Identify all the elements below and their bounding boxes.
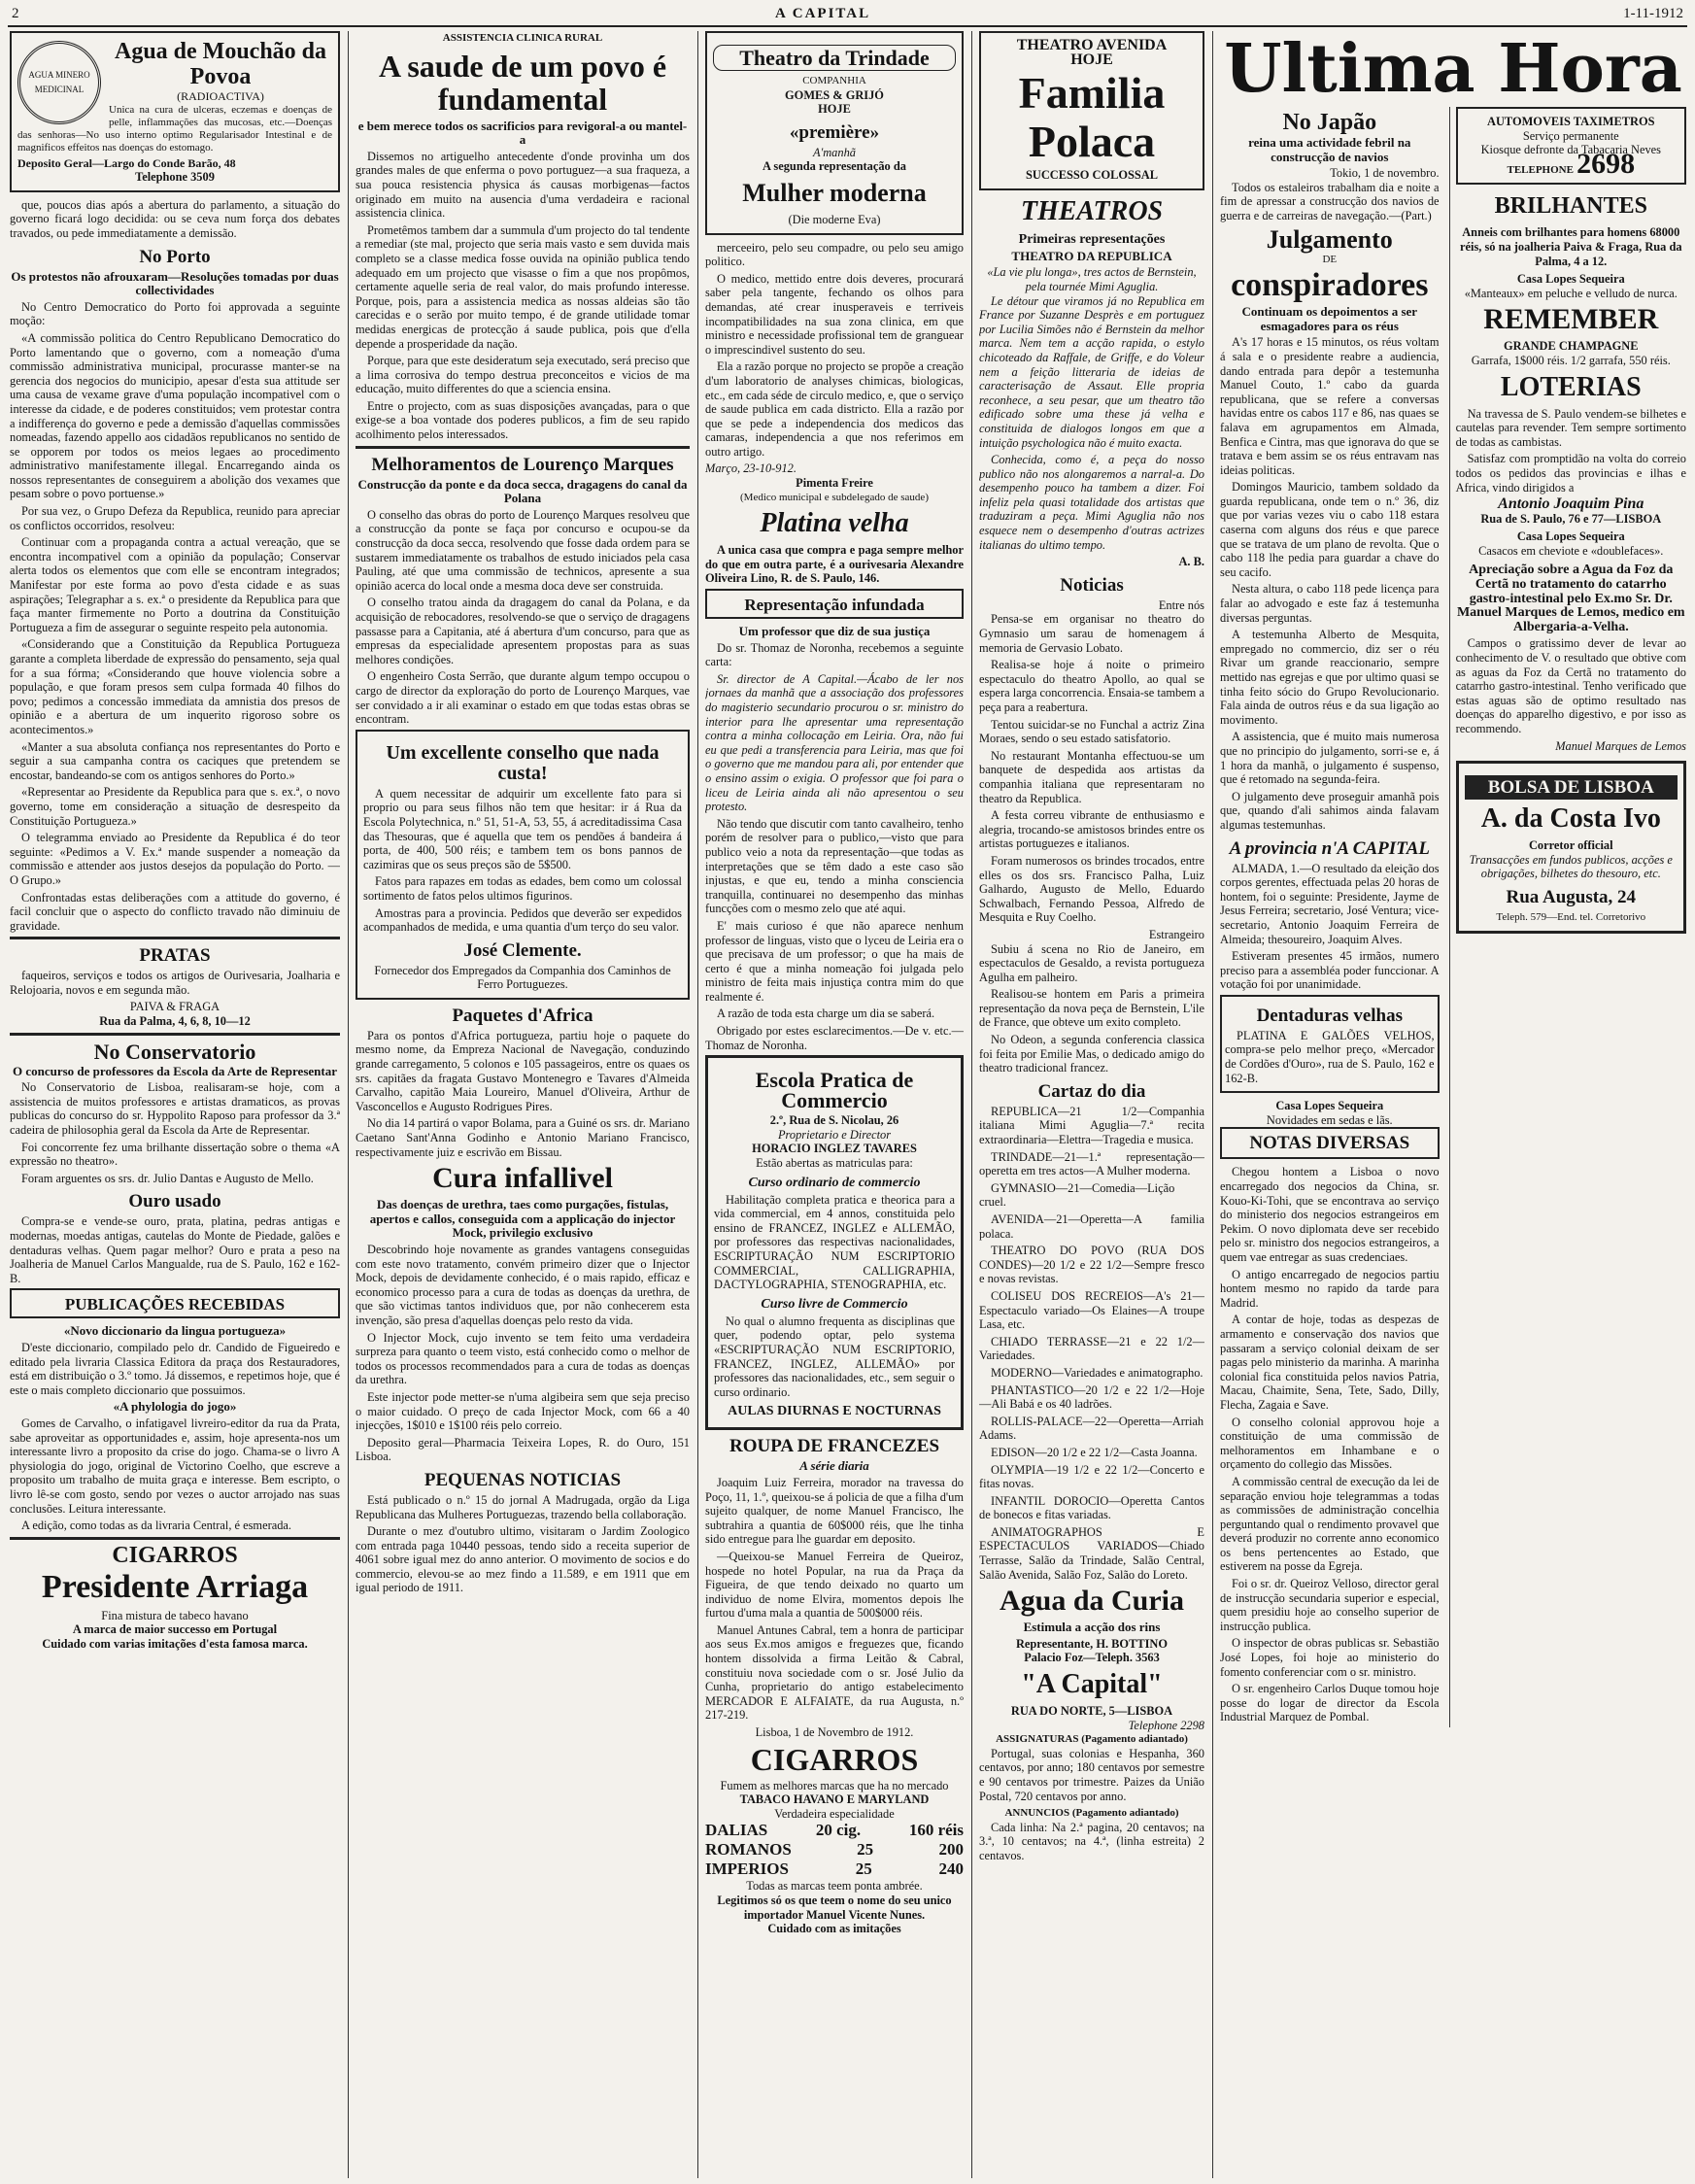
remember-headline: REMEMBER — [1483, 303, 1659, 336]
paragraph: A festa correu vibrante de enthusiasmo e alegria, trocando-se amistosos brindes entre os artistas portuguezes e italianos. — [979, 808, 1204, 851]
paragraph: No Conservatorio de Lisboa, realisaram-se hoje, com a assistencia de muitos professores e artistas dramaticos, as provas publicas do concurso do sr. Hyppolito Raposo para professor da 3.ª cadeira de philosophia geral da Escola da Arte de Representar. — [10, 1080, 340, 1138]
signature: Manuel Marques de Lemos — [1555, 738, 1686, 753]
section-tag: ASSISTENCIA CLINICA RURAL — [442, 32, 603, 44]
ad-line: Serviço permanente — [1522, 128, 1619, 143]
paragraph: Este injector pode metter-se n'uma algibeira sem que seja preciso o maior cuidado. O preço de cada Injector Mock, com 66 a 40 injecções, 1$010 e 1$100 réis pelo correio. — [356, 1389, 690, 1433]
curia-addr: Palacio Foz—Teleph. 3563 — [1024, 1651, 1160, 1665]
paragraph: Por sua vez, o Grupo Defeza da Republica, reunido para apreciar os conflictos occorridos, resolveu: — [10, 504, 340, 532]
pratas-firm: PAIVA & FRAGA — [129, 1000, 220, 1014]
paragraph: O inspector de obras publicas sr. Sebastião José Lopes, foi hoje ao ministerio do fomento conferenciar com o sr. ministro. — [1220, 1636, 1440, 1679]
paragraph: A commissão central de execução da lei de separação enviou hoje telegrammas a todas as commissões de administração concelhia perguntando qual o rendimento provavel que deverá produzir no corrente anno economico os bens pertencentes ao Estado, que estiverem na posse da Egreja. — [1220, 1474, 1440, 1574]
paragraph: Le détour que viramos já no Republica em France por Suzanne Desprès e em portuguez por Lucilia Simões não é Bernstein da melhor marca. Nem tem a acção rapida, o estylo chicoteado da Raffale, de Griffe, e do Voleur nem a feição litteraria de ideias de caracterisação de Assaut. Elle propria reconhece, a seu pesar, que um theatro tão edificado sobre uma these já velha e constituida de dialogos longos em que a intuição psychologica não é muito exacta. — [979, 293, 1204, 450]
notas-banner: NOTAS DIVERSAS — [1220, 1127, 1440, 1159]
paragraph: «Representar ao Presidente da Republica para que s. ex.ª, o novo governo, tome em consideração a situação de desrespeito da Constituição Portugueza.» — [10, 785, 340, 828]
col5-right — [1449, 107, 1686, 1727]
paragraph: D'este diccionario, compilado pelo dr. Candido de Figueiredo e editado pela livraria Classica Editora da praça dos Restauradores, está em distribuição o 3.º tomo. Já dissemos, e repetimos hoje, que é este o mais completo diccionario que possuimos. — [10, 1340, 340, 1397]
paragraph: Conhecida, como é, a peça do nosso publico não nos alongaremos a narral-a. Do desempenho pouco ha tambem a dizer. Foi infeliz pela quasi totalidade dos artistas que traduziram a peça. Mimi Aguglia não nos esquece nem o desempenho d'outras actrizes italianas do ultimo tempo. — [979, 453, 1204, 552]
cigarros-price-cell: 25 — [855, 1860, 872, 1879]
paragraph: «A commissão politica do Centro Republicano Democratico do Porto lamentando que o governo, com a nomeação d'uma commissão administrativa municipal, procurasse manter-se na gerencia dos negocios do municipio, apesar d'esta sua attitude ser uma causa de vexame grave d'uma população incompativel com o interesse da cidade, e de poderes constituidos; vem protestar contra a indifferença do governo e pede a demissão d'aquellas commissões nomeadas, fazendo appello aos cidadãos republicanos no sentido de se opporem por todos os meios legaes ao procedimento administrativo manifestamente illegal. Encarregando ainda os nossos representantes de conseguirem a abolição dos vexames que pesam sobre o povo portuense.» — [10, 330, 340, 501]
loterias-name: Antonio Joaquim Pina — [1498, 495, 1644, 513]
remember-sub: GRANDE CHAMPAGNE — [1504, 339, 1639, 354]
cigarros-brand: TABACO HAVANO E MARYLAND — [739, 1792, 930, 1807]
ad-line: HOJE — [818, 102, 851, 117]
paragraph: A unica casa que compra e paga sempre melhor do que em outra parte, é a ourivesaria Alexandre Oliveira Lino, R. de S. Paulo, 146. — [705, 543, 964, 586]
ad-line: A'manhã — [813, 145, 856, 159]
signature: Pimenta Freire — [796, 476, 873, 491]
paragraph: Amostras para a provincia. Pedidos que deverão ser expedidos acompanhados de medida, e uma quantia d'um terço do seu valor. — [363, 905, 682, 935]
paragraph: Tentou suicidar-se no Funchal a actriz Zina Moraes, sendo o seu estado satisfatorio. — [979, 717, 1204, 746]
pratas-address: Rua da Palma, 4, 6, 8, 10—12 — [99, 1014, 251, 1029]
paragraph: No Odeon, a segunda conferencia classica foi feita por Emilie Mas, o dedicado amigo do theatro tradicional francez. — [979, 1033, 1204, 1075]
ad-title: Agua de Mouchão da Povoa — [114, 39, 327, 89]
paragraph: Chegou hontem a Lisboa o novo encarregado dos negocios da China, sr. Kouo-Ki-Tohi, que se encontrava ao serviço do ministerio dos negocios estrangeiros em Pekim. O novo diplomata deve ser recebido pelo sr. ministro dos negocios estrangeiros, a quem vae entregar as suas credenciaes. — [1220, 1165, 1440, 1264]
paragraph: Nesta altura, o cabo 118 pede licença para falar ao advogado e este faz á testemunha diversas perguntas. — [1220, 582, 1440, 625]
paragraph: Ela a razão porque no projecto se propõe a creação d'um laboratorio de analyses chimicas, biologicas, etc., em cada séde de circulo medico, e, que o serviço de saude publica em cada districto. Ella a razão por que se pede a independencia dos medicos das camaras, independencia a que nos referimos em outro artigo. — [705, 359, 964, 459]
paragraph: Subiu á scena no Rio de Janeiro, em espectaculos de Gesaldo, a revista portugueza Agulha em palheiro. — [979, 941, 1204, 984]
paragraph: Manuel Antunes Cabral, tem a honra de participar aos seus Ex.mos amigos e freguezes que, ficando hontem dissolvida a firma Leitão & Cabral, constituiu nova sociedade com o sr. José Julio da Cunha, proprietario do antigo estabelecimento MERCADOR E ALFAIATE, da rua Augusta, n.º 217-219. — [705, 1622, 964, 1723]
ad-subtitle: (RADIOACTIVA) — [177, 89, 264, 103]
saude-subheadline: e bem merece todos os sacrificios para revigoral-a ou mantel-a — [357, 118, 688, 148]
paragraph: merceeiro, pelo seu compadre, ou pelo seu amigo politico. — [705, 240, 964, 269]
ad-title: Dentaduras velhas — [1256, 1005, 1403, 1026]
ad-line: Curso livre de Commercio — [761, 1296, 908, 1312]
cura-subheadline: Das doenças de urethra, taes como purgações, fistulas, apertos e callos, conseguida com a applicação do injector Mock, privilegio exclusivo — [369, 1197, 676, 1241]
conspiradores-headline: conspiradores — [1231, 267, 1429, 304]
divider — [10, 1033, 340, 1036]
theatros-headline: THEATROS — [1020, 195, 1164, 226]
pratas-headline: PRATAS — [139, 945, 211, 967]
cigarros-price-cell: 160 réis — [908, 1821, 964, 1840]
ouro-headline: Ouro usado — [128, 1191, 221, 1212]
cartaz-list — [979, 1105, 1204, 1582]
saude-headline: A saude de um povo é fundamental — [378, 48, 667, 117]
cigarros-brand: Presidente Arriaga — [41, 1568, 309, 1605]
ad-title: Theatro da Trindade — [713, 45, 956, 71]
paragraph: Satisfaz com promptidão na volta do correio todos os pedidos das provincias e ilhas e Africa, vindo dirigidos a — [1455, 452, 1686, 495]
ad-line: (Die moderne Eva) — [788, 212, 881, 226]
paragraph: E' mais curioso é que não aparece nenhum professor de linguas, visto que o lyceu de Leiria era o que precisava de um professor; o que ha mais de certo é que a minha nomeação foi julgada pelo ministro de feita mais injustiça contra mim do que realmente é. — [705, 918, 964, 1004]
pub-subheadline: «A phylologia do jogo» — [113, 1399, 237, 1415]
ad-line: Transacções em fundos publicos, acções e obrigações, bilhetes do thesouro, etc. — [1469, 852, 1673, 881]
paragraph: A's 17 horas e 15 minutos, os réus voltam á sala e o presidente reabre a audiencia, dando entrada para depôr a testemunha Manuel Couto, 1.º cabo da guarda republicana, que se refere a conversas havidas entre os cabos 117 e 86, nas quaes se falava em agrupamentos em Almada, Benfica e Cintra, mas que ignorava do que se tratava e bem assim se os réus entravam nas ideias politicas. — [1220, 335, 1440, 477]
cartaz-item: OLYMPIA—19 1/2 e 22 1/2—Concerto e fitas novas. — [979, 1462, 1204, 1491]
cigarros-price-table — [705, 1821, 964, 1879]
paragraph: A razão de toda esta charge um dia se saberá. — [717, 1007, 935, 1021]
cigarros-price-row — [705, 1840, 964, 1860]
cartaz-item: REPUBLICA—21 1/2—Companhia italiana Mimi Aguglia—7.ª recita extraordinaria—Elettra—Tragedia e musica. — [979, 1104, 1204, 1147]
paragraph: O julgamento deve proseguir amanhã pois que, quando d'ali sahimos ainda falavam algumas testemunhas. — [1220, 789, 1440, 832]
ad-trindade — [705, 31, 964, 235]
paragraph: Domingos Mauricio, tambem soldado da guarda republicana, onde tem o n.º 36, diz que por varias vezes viu o cabo 118 estara caserna com alguns dos réus e que parece que se tratava de um plano de revolta. Que o cabo 118 lhe pedia para guardar a chave do seu cacifo. — [1220, 480, 1440, 579]
cigarros-price-cell: IMPERIOS — [705, 1860, 789, 1879]
column-rule — [697, 31, 698, 2178]
paragraph: Deposito geral—Pharmacia Teixeira Lopes, R. do Ouro, 151 Lisboa. — [356, 1435, 690, 1464]
paragraph: No Centro Democratico do Porto foi approvada a seguinte moção: — [10, 299, 340, 328]
remember-price: Garrafa, 1$000 réis. 1/2 garrafa, 550 réis. — [1471, 353, 1671, 367]
brilhantes-headline: BRILHANTES — [1494, 193, 1647, 220]
dateline: Lisboa, 1 de Novembro de 1912. — [755, 1725, 914, 1740]
cartaz-item: INFANTIL DOROCIO—Operetta Cantos de bonecos e fitas variadas. — [979, 1493, 1204, 1522]
cartaz-item: ROLLIS-PALACE—22—Operetta—Arriah Adams. — [979, 1414, 1204, 1443]
publicacoes-banner: PUBLICAÇÕES RECEBIDAS — [10, 1288, 340, 1318]
paragraph: Compra-se e vende-se ouro, prata, platina, pedras antigas e modernas, moedas antigas, cautelas do Monte de Piedade, galões e dentaduras velhas. Quem pagar melhor? Ouro e prata a peso na Joalheria de Manuel Carlos Mangualde, rua de S. Paulo, 162 e 162-B. — [10, 1214, 340, 1285]
paragraph: Pensa-se em organisar no theatro do Gymnasio um sarau de homenagem á memoria de Gervasio Lobato. — [979, 612, 1204, 655]
paragraph: Porque, para que este desideratum seja executado, será preciso que a lima corrosiva do tempo destrua preconceitos e vicios de ma educação, muito differentes do que a sciencia ensina. — [356, 354, 690, 396]
paragraph: «Considerando que a Constituição da Republica Portugueza garante a completa liberdade de expressão do pensamento, seja qual for a sua fórma; «Considerando que houve violencia sobre a população, e que foram presos sem culpa formada 40 filhos do povo; pedimos a concessão immediata da amnistia dos presos de opinião e a abertura de um inquerito rigoroso sobre os acontecimentos.» — [10, 637, 340, 736]
ad-escola — [705, 1055, 964, 1430]
ad-phone: Telephone 3509 — [135, 170, 215, 185]
divider — [10, 937, 340, 939]
column-5 — [1220, 31, 1686, 2178]
ad-deposit: Deposito Geral—Largo do Conde Barão, 48 — [17, 155, 236, 170]
cigarros-price-row — [705, 1821, 964, 1840]
ad-play-title: Mulher moderna — [742, 178, 927, 207]
paragraph: Foi o sr. dr. Queiroz Velloso, director geral de instrucção secundaria superior e especial, quem presidiu hoje ao conselho superior de instrucção publica. — [1220, 1577, 1440, 1633]
curia-rep: Representante, H. BOTTINO — [1015, 1636, 1169, 1651]
foz-headline: Apreciação sobre a Agua da Foz da Certã no tratamento do catarrho gastro-intestinal pelo Ex.mo Sr. Dr. Manuel Marques de Lemos, medico em Albergaria-a-Velha. — [1456, 563, 1685, 634]
paragraph: Cada linha: Na 2.ª pagina, 20 centavos; na 3.ª, 10 centavos; na 4.ª, (linha estreita) 2 centavos. — [979, 1820, 1204, 1862]
cigarros-price-cell: DALIAS — [705, 1821, 768, 1840]
porto-subheadline: Os protestos não afrouxaram—Resoluções tomadas por duas collectividades — [11, 268, 339, 298]
signature-sub: (Medico municipal e subdelegado de saude) — [740, 491, 929, 503]
cigarros-price-cell: 25 — [857, 1840, 874, 1860]
noticias-sub: Entre nós — [1158, 597, 1204, 612]
ad-avenida — [979, 31, 1204, 190]
paragraph: O conselho das obras do porto de Lourenço Marques resolveu que a construcção da ponte se faça por concurso e ocupou-se da construcção da doca secca, resolvendo que fosse dada ordem para se sustarem immediatamente os trabalhos de estudo iniciados pela casa Pauling, até que uma commissão de technicos, apresente a sua opinião acerca do local onde a mesma doca deve ser construida. — [356, 507, 690, 593]
paragraph: Para os pontos d'Africa portugueza, partiu hoje o paquete do mesmo nome, da Empreza Nacional de Navegação, conduzindo grande carregamento, 5 colonos e 105 passageiros, entre os quaes os srs. capitães da fragata Gustavo Montenegro e Tavares d'Almeida Carvalho, capitão Maia Loureiro, Manuel d'Oliveira, Arthur de Vasconcellos e Augusto Rodrigues Pires. — [356, 1028, 690, 1113]
primeiras-headline: Primeiras representações — [1018, 231, 1166, 247]
cigarros-sub: Fumem as melhores marcas que ha no mercado — [720, 1778, 949, 1792]
column-rule — [348, 31, 349, 2178]
ad-bolsa — [1456, 761, 1686, 933]
cigarros-sub: Fina mistura de tabeco havano — [101, 1608, 249, 1622]
ad-name: A. da Costa Ivo — [1480, 803, 1661, 835]
paragraph: Portugal, suas colonias e Hespanha, 360 centavos, por anno; 180 centavos por semestre e 90 centavos por trimestre. Paizes da União Postal, 720 centavos por anno. — [979, 1746, 1204, 1803]
ad-automoveis — [1456, 107, 1686, 185]
paragraph: O Injector Mock, cujo invento se tem feito uma verdadeira surpreza para quanto o teem visto, está conhecido como o melhor de todos os processos recommendados para a cura de todas as doenças da urethra. — [356, 1330, 690, 1387]
paragraph: PLATINA E GALÕES VELHOS, compra-se pelo melhor preço, «Mercador de Cordões d'Ouro», rua de S. Paulo, 162 e 162-B. — [1225, 1028, 1435, 1085]
column-rule — [971, 31, 972, 2178]
paragraph: —Queixou-se Manuel Ferreira de Queiroz, hospede no hotel Popular, na rua da Praça da Figueira, de que tendo deixado no quarto um individuo de nome Elvira, momentos depois lhe furtou d'uma mala a quantia de 500$000 réis. — [705, 1549, 964, 1621]
paragraph: Do sr. Thomaz de Noronha, recebemos a seguinte carta: — [705, 640, 964, 669]
cigarros-price-cell: 240 — [938, 1860, 964, 1879]
ad-line: SUCCESSO COLOSSAL — [1025, 168, 1158, 183]
column-rule — [1212, 31, 1213, 2178]
ad-line: Rua Augusta, 24 — [1506, 886, 1637, 907]
cartaz-item: EDISON—20 1/2 e 22 1/2—Casta Joanna. — [991, 1445, 1198, 1459]
ad-line: Kiosque defronte da Tabacaria Neves — [1480, 143, 1661, 157]
ad-play-title: Polaca — [1028, 117, 1156, 167]
ad-line: Estão abertas as matriculas para: — [756, 1156, 913, 1171]
ad-line: Curso ordinario de commercio — [748, 1175, 921, 1190]
paragraph: O conselho tratou ainda da dragagem do canal da Polana, e da acquisição de rebocadores, resolvendo-se que o serviço de dragagens passasse para a Capitania, até á abertura d'um concurso, para que as empresas da especialidade apresentem propostas para as suas melhores condições. — [356, 596, 690, 666]
cura-headline: Cura infallivel — [432, 1162, 613, 1195]
cigarros-line: Legitimos só os que teem o nome do seu unico importador Manuel Vicente Nunes. — [717, 1894, 952, 1922]
paragraph: O sr. engenheiro Carlos Duque tomou hoje posse do logar de director da Escola Industrial Marquez de Pombal. — [1220, 1682, 1440, 1724]
dateline: Tokio, 1 de novembro. — [1330, 166, 1440, 181]
paragraph: Realisa-se hoje á noite o primeiro espectaculo do theatro Apollo, ao qual se espera larga concorrencia. Ensaia-se tambem a peça para a reabertura. — [979, 658, 1204, 714]
paragraph: Habilitação completa pratica e theorica para a vida commercial, em 4 annos, constituida pelo ensino de FRANCEZ, INGLEZ e ALLEMÃO, por professores das respectivas nacionalidades, ESCRIPTURAÇÃO NUM ESCRIPTORIO COMMERCIAL, CALLIGRAPHIA, DACTYLOGRAPHIA, STENOGRAPHIA, etc. — [714, 1192, 955, 1292]
cartaz-item: AVENIDA—21—Operetta—A familia polaca. — [979, 1212, 1204, 1241]
ad-line: HOJE — [1070, 51, 1113, 68]
ad-sub: Fornecedor dos Empregados da Companhia dos Caminhos de Ferro Portuguezes. — [374, 963, 671, 992]
conservatorio-headline: No Conservatorio — [93, 1039, 256, 1064]
cigarros-line: Cuidado com varias imitações d'esta famosa marca. — [42, 1636, 308, 1651]
paragraph: No dia 14 partirá o vapor Bolama, para a Guiné os srs. dr. Mariano Caetano Sant'Anna Godinho e Antonio Mariano Francisco, respectivamente juiz e escrivão em Bissau. — [356, 1116, 690, 1159]
lopes-sub: «Manteaux» em peluche e velludo de nurca. — [1464, 286, 1678, 300]
page-header — [8, 4, 1687, 27]
estrangeiro-sub: Estrangeiro — [1148, 927, 1204, 941]
paragraph: Realisou-se hontem em Paris a primeira representação da nova peça de Bernstein, L'ile de France, que obteve um exito completo. — [979, 987, 1204, 1030]
capital-headline: "A Capital" — [1021, 1669, 1163, 1700]
curia-sub: Estimula a acção dos rins — [1023, 1620, 1161, 1635]
ultima-hora-headline: Ultima Hora — [1224, 31, 1682, 108]
noticias-headline: Noticias — [1060, 574, 1124, 596]
paragraph: A assistencia, que é muito mais numerosa que no principio do julgamento, sorri-se e, á 1 hora da manhã, o julgamento é suspenso, que é retomado na segunda-feira. — [1220, 730, 1440, 787]
paragraph: Estiveram presentes 45 irmãos, numero preciso para a assembléa poder funccionar. A votação foi por unanimidade. — [1220, 949, 1440, 992]
ad-play-title: Familia — [1018, 68, 1166, 119]
cartaz-item: CHIADO TERRASSE—21 e 22 1/2—Variedades. — [979, 1334, 1204, 1363]
paragraph: Obrigado por estes esclarecimentos.—De v. etc.—Thomaz de Noronha. — [705, 1024, 964, 1052]
column-1 — [10, 31, 340, 2178]
paragraph: ALMADA, 1.—O resultado da eleição dos corpos gerentes, effectuada pelas 20 horas de hontem, foi o seguinte: Presidente, Jayme de Jesus Ferreira; secretario, José Ventura; vice-secretario, Antonio Joaquim Ferreira de Almeida; thesoureiro, Joaquim Alves. — [1220, 861, 1440, 946]
platina-headline: Platina velha — [760, 508, 909, 539]
cigarros-price-cell: ROMANOS — [705, 1840, 792, 1860]
representacao-sub: Um professor que diz de sua justiça — [738, 624, 931, 639]
ad-line: Corretor official — [1528, 838, 1613, 853]
paragraph: Foi concorrente fez uma brilhante dissertação sobre o thema «A expressão no theatro». — [10, 1140, 340, 1169]
ad-line: HORACIO INGLEZ TAVARES — [752, 1142, 917, 1156]
ad-title: THEATRO AVENIDA — [1016, 37, 1168, 53]
capital-phone: Telephone 2298 — [1128, 1718, 1204, 1732]
cartaz-item: GYMNASIO—21—Comedia—Lição cruel. — [979, 1180, 1175, 1210]
lopes-title: Casa Lopes Sequeira — [1516, 272, 1625, 287]
ad-agua-mouchao — [10, 31, 340, 192]
cartaz-item: MODERNO—Variedades e animatographo. — [991, 1365, 1203, 1380]
ad-text: Unica na cura de ulceras, eczemas e doenças de pelle, inflammações das mucosas, etc.—Doenças das senhoras—No uso interno optimo Regularisador Intestinal e de magnificos effeitos nas doenças do estomago. — [17, 103, 332, 154]
column-2 — [356, 31, 690, 2178]
cigarros-line: Todas as marcas teem ponta ambrée. — [746, 1879, 923, 1894]
julgamento-de: DE — [1322, 253, 1338, 265]
ad-title: BOLSA DE LISBOA — [1465, 775, 1678, 800]
issue-date: 1-11-1912 — [1623, 6, 1683, 21]
ad-line: Teleph. 579—End. tel. Corretorivo — [1496, 910, 1646, 923]
paragraph: Joaquim Luiz Ferreira, morador na travessa do Poço, 11, 1.º, queixou-se á policia de que a filha d'um sujeito qualquer, de nome Manuel Francisco, lhe subtrahira a quantia de 60$000 réis, que lhe tinha sido entregue para lhe guardar em deposito. — [705, 1475, 964, 1547]
col5-left — [1220, 107, 1440, 1727]
paragraph: Gomes de Carvalho, o infatigavel livreiro-editor da rua da Prata, sabe aproveitar as opportunidades e, assim, hoje apresenta-nos um interessante livro a proposito da crise do jogo. Chama-se o livro A physiologia do jogo, original de Victorino Coelho, que escreve a proposito um trabalho de muita graça e interesse. Bem escripto, o livro lê-se com gosto, sendo por vezes o auctor arrojado nas suas conclusões. Leitura interessante. — [10, 1416, 340, 1516]
porto-headline: No Porto — [139, 246, 211, 267]
capital-sub: ANNUNCIOS (Pagamento adiantado) — [1004, 1807, 1179, 1820]
paragraph: O conselho colonial approvou hoje a constituição de uma commissão de melhoramentos em Inhambane e o orçamento do collegio das Missões. — [1220, 1415, 1440, 1472]
paragraph: Descobrindo hoje novamente as grandes vantagens conseguidas com este novo tratamento, convém primeiro dizer que o Injector Mock, depois de devidamente conhecido, é o mais rapido, efficaz e economico processo para a cura de todas as doenças da urethra, de que são victimas tantos individuos que, por não conhecerem esta invenção, são presa d'aquellas doenças pelo resto da vida. — [356, 1243, 690, 1327]
ad-line: COMPANHIA — [802, 75, 866, 86]
ad-line: «première» — [789, 121, 880, 143]
ad-title: AUTOMOVEIS TAXIMETROS — [1487, 115, 1655, 128]
ad-title: Um excellente conselho que nada custa! — [386, 741, 660, 784]
paquetes-headline: Paquetes d'Africa — [452, 1005, 593, 1026]
paragraph: Campos o gratissimo dever de levar ao conhecimento de V. o resultado que obtive com as aguas da Foz da Certã no tratamento do catarrho gastro-intestinal. Tenho verificado que estas aguas são de optimo resultado nas doenças do apparelho digestivo, e por isso as recommendo. — [1455, 636, 1686, 735]
lourenco-marques-headline: Melhoramentos de Lourenço Marques — [371, 454, 674, 475]
newspaper-title: A CAPITAL — [775, 6, 871, 21]
conservatorio-subheadline: O concurso de professores da Escola da Arte de Representar — [12, 1063, 337, 1078]
loterias-addr: Rua de S. Paulo, 76 e 77—LISBOA — [1480, 511, 1662, 526]
cigarros-price-row — [705, 1860, 964, 1879]
paragraph: Durante o mez d'outubro ultimo, visitaram o Jardim Zoologico com entrada paga 10440 pessoas, tendo sido a receita superior de 4061 sobre igual mez do anno anterior. O movimento de socios e do commercio, elevou-se ao mez findo a 11.589, e em 1911 que em igual periodo de 1911. — [356, 1524, 690, 1595]
ad-line: 2.º, Rua de S. Nicolau, 26 — [769, 1113, 899, 1128]
mineral-water-seal-icon: AGUA MINERO MEDICINAL — [17, 41, 101, 124]
lourenco-marques-sub: Construcção da ponte e da doca secca, dragagens do canal da Polana — [357, 476, 688, 506]
ad-line: AULAS DIURNAS E NOCTURNAS — [728, 1404, 941, 1419]
divider — [10, 1537, 340, 1540]
julgamento-sub: Continuam os depoimentos a ser esmagadores para os réus — [1241, 304, 1418, 333]
ad-dentaduras — [1220, 995, 1440, 1093]
representacao-banner: Representação infundada — [705, 589, 964, 619]
pequenas-noticias-headline: PEQUENAS NOTICIAS — [424, 1469, 622, 1490]
cigarros-brand-sub: Verdadeira especialidade — [774, 1806, 895, 1821]
ad-line: Proprietario e Director — [777, 1127, 892, 1142]
cigarros-line: Cuidado com as imitações — [767, 1922, 901, 1936]
cigarros-line: A marca de maior successo em Portugal — [72, 1622, 278, 1637]
cartaz-headline: Cartaz do dia — [1037, 1080, 1146, 1102]
cartaz-item: PHANTASTICO—20 1/2 e 22 1/2—Hoje—Ali Babá e os 40 ladrões. — [979, 1382, 1204, 1412]
japao-headline: No Japão — [1282, 110, 1377, 135]
dateline: Março, 23-10-912. — [705, 461, 797, 476]
paragraph: Dissemos no artiguelho antecedente d'onde provinha um dos grandes males de que enferma o povo portuguez—a sua fraqueza, a sua pouca resistencia physica ás causas morbigenas—factos originado em muito na ausencia d'uma verdadeira e racional assistencia clinica. — [356, 149, 690, 221]
roupa-sub: A série diaria — [799, 1458, 869, 1474]
lopes-sub: Casacos em cheviote e «doublefaces». — [1478, 543, 1664, 558]
ad-signature: José Clemente. — [463, 939, 582, 961]
paragraph: A quem necessitar de adquirir um excellente fato para si proprio ou para seus filhos não tem que hesitar: ir á Rua da Escola Polytechnica, n.º 51, 51-A, 53, 55, á acreditadissima Casa das Thesouras, que é aquella que tem os pendões á bandeira á porta, de 400, 500 réis; e tambem tem os bons pannos de cazimiras que os seus preços são de 5$500. — [363, 786, 682, 871]
paragraph: A edição, como todas as da livraria Central, é esmerada. — [21, 1519, 291, 1533]
paragraph: Foram arguentes os srs. dr. Julio Dantas e Augusto de Mello. — [21, 1171, 314, 1185]
paragraph: O telegramma enviado ao Presidente da Republica é do teor seguinte: «Pedimos a V. Ex.ª mande suspender a nomeação da commissão e attender aos justos desejos da população do Porto. — O Grupo.» — [10, 831, 340, 887]
page-number: 2 — [12, 6, 19, 21]
ad-phone-row: TELEPHONE 2698 — [1507, 147, 1636, 180]
cartaz-item: COLISEU DOS RECREIOS—A's 21—Espectaculo variado—Os Elaines—A troupe Lasa, etc. — [979, 1288, 1204, 1332]
paragraph: faqueiros, serviços e todos os artigos de Ourivesaria, Joalharia e Relojoaria, novos e em segunda mão. — [10, 969, 340, 997]
capital-sub: ASSIGNATURAS (Pagamento adiantado) — [996, 1733, 1188, 1746]
paragraph: O antigo encarregado de negocios partiu hontem mesmo no rapido da tarde para Madrid. — [1220, 1267, 1440, 1310]
brilhantes-text: Anneis com brilhantes para homens 68000 réis, só na joalheria Paiva & Fraga, Rua da Palma, 4 a 12. — [1460, 225, 1682, 268]
col5-split — [1220, 107, 1686, 1727]
ad-clemente — [356, 730, 690, 1000]
paragraph: Sr. director de A Capital.—Ácabo de ler nos jornaes da manhã que a associação dos professores do magisterio secundario procurou o sr. ministro do interior para lhe apresentar uma representação contra a minha collocação em Leiria. Ora, não fui eu que pedi a transferencia para Leiria, mas que foi o governo que me mandou para ali, por entender que o ensino assim o exigia. O professor que foi para o liceu de Leiria ainda ali não apresentou o seu protesto. — [705, 671, 964, 814]
paragraph: Prometêmos tambem dar a summula d'um projecto do tal tendente a remediar (ste mal, projecto que seria mais vasto e sem duvida mais completo se a classe medica fosse ouvida na opinião publica tendo adequado em um projecto que visasse o fim a que nos propômos, certamente aquelle seria de real valor, do mais profundo interesse. Porque, pois, para a assistencia medica as nossas aldeias são tão carecidas e o serão por muito tempo, é de grande utilidade tomar medidas energicas de protecção á saude publica, pois que d'ella depende a prosperidade da nação. — [356, 222, 690, 351]
cigarros-headline: CIGARROS — [112, 1542, 238, 1568]
paragraph: No qual o alumno frequenta as disciplinas que quer, podendo optar, pelo systema «ESCRIPTURAÇÃO NUM ESCRIPTORIO, FRANCEZ, INGLEZ, ALLEMÃO» por professores das nacionalidades, etc., sem seguir o curso ordinario. — [714, 1314, 955, 1399]
paragraph: Na travessa de S. Paulo vendem-se bilhetes e cautelas para revender. Tem sempre sortimento de todas as cambistas. — [1455, 406, 1686, 449]
signature: A. B. — [1178, 555, 1204, 569]
paragraph: «Manter a sua absoluta confiança nos representantes do Porto e seguir a sua campanha contra os caciques que pretendem se encostar, bandeando-se com os antigos senhores do Porto.» — [10, 739, 340, 782]
paragraph: Fatos para rapazes em todas as edades, bem como um colossal sortimento de fatos pelos ultimos figurinos. — [363, 874, 682, 903]
column-4 — [979, 31, 1204, 2178]
paragraph: A testemunha Alberto de Mesquita, empregado no commercio, diz ser o réu Rivar um grande reaccionario, sempre mettido nas egrejas e que por ultimo quasi se tinha feito sócio do Grupo Revolucionario. Fala ainda de outros réus e da sua ligação ao movimento. — [1220, 628, 1440, 727]
paragraph: Está publicado o n.º 15 do jornal A Madrugada, orgão da Liga Republicana das Mulheres Portuguezas, trazendo bella collaboração. — [356, 1492, 690, 1521]
cigarros-headline: CIGARROS — [750, 1741, 919, 1777]
cartaz-item: TRINDADE—21—1.ª representação—operetta em tres actos—A Mulher moderna. — [979, 1149, 1204, 1178]
column-3 — [705, 31, 964, 2178]
pub-subheadline: «Novo diccionario da lingua portugueza» — [63, 1323, 287, 1339]
paragraph: O engenheiro Costa Serrão, que durante algum tempo occupou o cargo de director da exploração do porto de Lourenço Marques, vae ser convidado a ir ali examinar o estado em que todas estas obras se encontram. — [356, 669, 690, 727]
paragraph: O medico, mettido entre dois deveres, procurará saber pela tangente, fechando os olhos para demandas, até crear inusperaveis e terriveis incompatibilidades na sua zona clinica, em que ministro e necessidade profissional tem de granguear o imprescindivel sustento do seu. — [705, 271, 964, 357]
roupa-headline: ROUPA DE FRANCEZES — [729, 1436, 940, 1457]
provincia-headline: A provincia n'A CAPITAL — [1229, 837, 1430, 859]
julgamento-headline: Julgamento — [1266, 224, 1393, 254]
cartaz-item: ANIMATOGRAPHOS E ESPECTACULOS VARIADOS—Chiado Terrasse, Salão da Trindade, Salão Central, Salão Avenida, Salão Foz, Salão do Loreto. — [979, 1524, 1204, 1582]
loterias-headline: LOTERIAS — [1500, 371, 1642, 402]
ad-line: A segunda representação da — [763, 159, 906, 174]
lopes-title: Casa Lopes Sequeira — [1275, 1099, 1384, 1113]
paragraph: Todos os estaleiros trabalham dia e noite a fim de apressar a construcção dos navios de guerra e de carreiras de navegação.—(Part.) — [1220, 180, 1440, 222]
paragraph: A contar de hoje, todas as despezas de armamento e conservação dos navios que passaram a serviço colonial deixam de ser pagas pelo ministerio da marinha. A marinha colonial fica constituida pelos navios Patria, Macau, Chaimite, Sena, Tete, Sado, Dilly, Flecha, Zagaia e Save. — [1220, 1313, 1440, 1412]
capital-addr: RUA DO NORTE, 5—LISBOA — [1010, 1704, 1173, 1719]
paragraph: Continuar com a propaganda contra a actual vereação, que se encontra incompativel com a opinião da população; Conservar alerta todos os elementos que com elle se encontram integrados; Manifestar por este forma ao povo d'esta cidade e as suas aspirações; Telegraphar a s. ex.ª o presidente da Republica para que faça manter firmemente no Porto a doutrina da Constituição Portugueza a fim de assegurar o seguinte respeito pela autonomia. — [10, 535, 340, 634]
cartaz-item: THEATRO DO POVO (RUA DOS CONDES)—20 1/2 e 22 1/2—Sempre fresco e novas revistas. — [979, 1244, 1204, 1286]
curia-headline: Agua da Curia — [999, 1585, 1185, 1618]
paragraph: Foram numerosos os brindes trocados, entre elles os dos srs. Francisco Palha, Luiz Galhardo, Augusto de Mello, Eduardo Schwalbach, Fernando Pessoa, Alfredo de Mesquita e Ruy Coelho. — [979, 853, 1204, 925]
ad-line: GOMES & GRIJÓ — [785, 87, 884, 102]
lead-paragraph: que, poucos dias após a abertura do parlamento, a situação do governo ficará logo decidida: ou se ceva num força dos debates travados, ou pede immediatamente a demissão. — [10, 197, 340, 240]
paragraph: Não tendo que discutir com tanto cavalheiro, tenho porém de resolver para o publico,—visto que para publico veio a nota da representação—que todas as interpretações que se têm dado a este caso são injustas, e que eu, tendo a minha consciencia tranquilla, continuarei no desempenho das minhas funcções com o mesmo zelo que até aqui. — [705, 816, 964, 916]
primeiras-sub: THEATRO DA REPUBLICA — [1011, 248, 1172, 263]
divider — [356, 446, 690, 449]
paragraph: No restaurant Montanha effectuou-se um banquete de despedida aos artistas da companhia italiana que representaram no theatro da Republica. — [979, 748, 1204, 805]
lopes-sub: Novidades em sedas e lãs. — [1266, 1112, 1393, 1127]
paragraph: Entre o projecto, com as suas disposições avançadas, para o que exige-se a boa vontade dos poderes publicos, a fim de seu rapido acolhimento pelos interessados. — [356, 398, 690, 442]
lopes-title: Casa Lopes Sequeira — [1516, 529, 1625, 544]
cigarros-price-cell: 200 — [938, 1840, 964, 1860]
paragraph: Confrontadas estas deliberações com a attitude do governo, é facil concluir que o aspecto do conflicto travado não diminuiu de gravidade. — [10, 890, 340, 933]
cigarros-price-cell: 20 cig. — [815, 1821, 862, 1840]
primeiras-sub2: «La vie plu longa», tres actos de Bernstein, pela tournée Mimi Aguglia. — [987, 265, 1197, 293]
ad-title: Escola Pratica de Commercio — [755, 1068, 914, 1113]
japao-sub: reina uma actividade febril na construcção de navios — [1248, 135, 1411, 164]
